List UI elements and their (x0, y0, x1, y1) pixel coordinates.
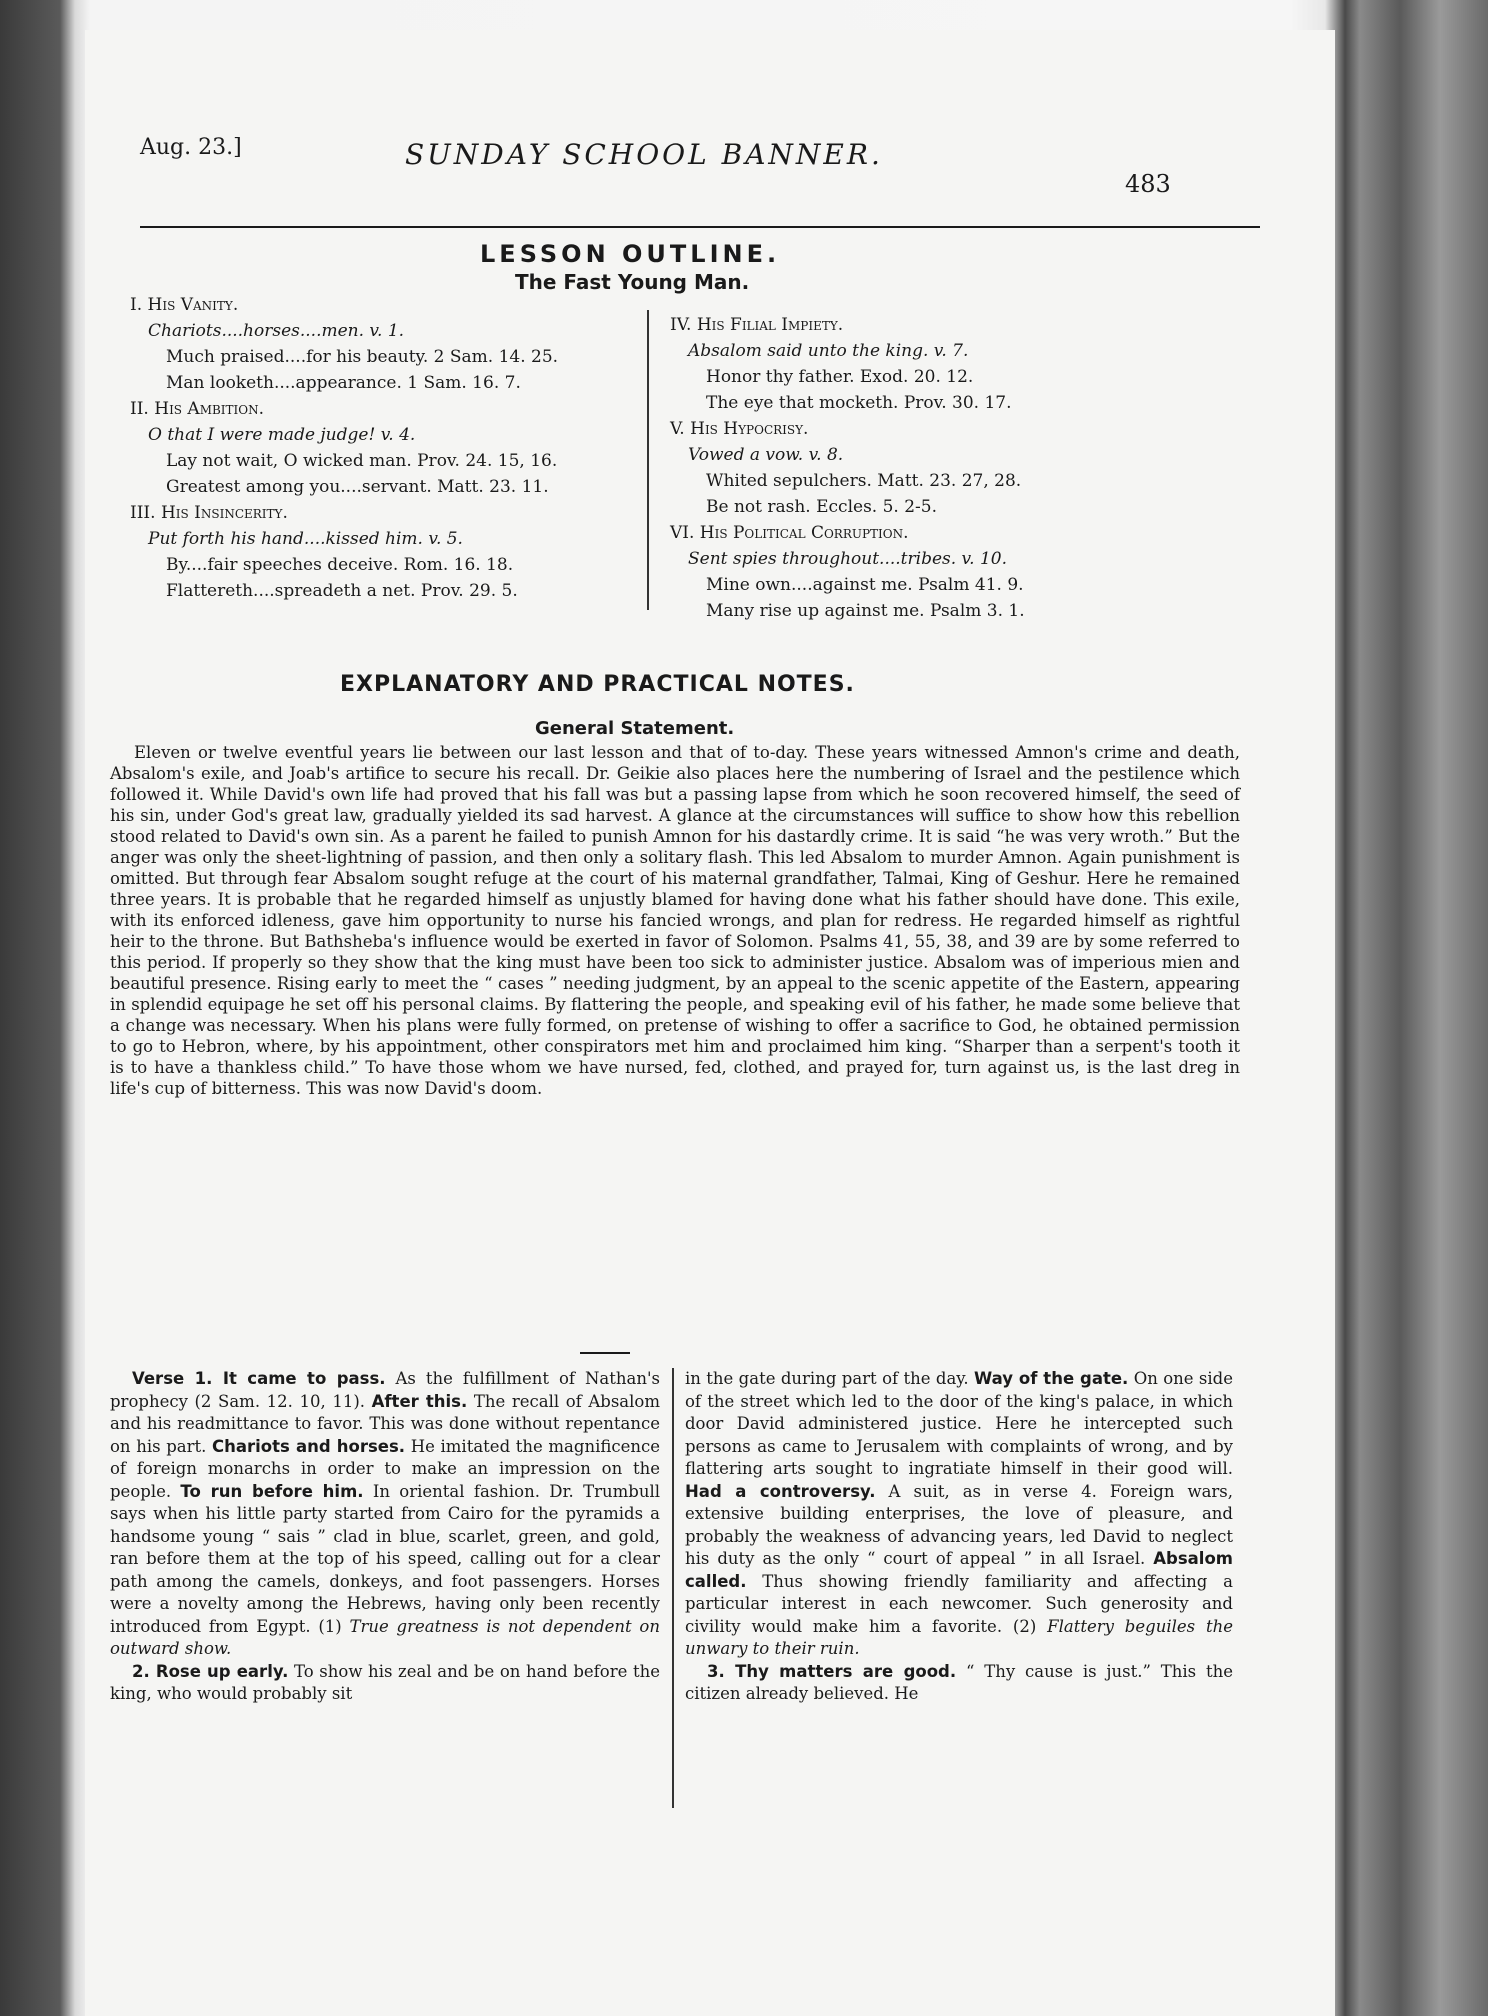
outline-section (130, 500, 690, 604)
verse-text: in the gate during part of the day. (685, 1369, 975, 1388)
lesson-outline-subtitle: The Fast Young Man. (515, 270, 750, 294)
verse-text: “ Thy cause is just.” This the citizen already believed. He (685, 1661, 1233, 1703)
outline-ref: Whited sepulchers. Matt. 23. 27, 28. (706, 471, 1022, 491)
verse-lead: Verse 1. It came to pass. (132, 1369, 386, 1388)
notes-right-column (685, 1368, 1233, 1706)
verse-text: Thus showing friendly familiarity and affecting a particular interest in each newcomer. Such generosity and civility would make him a favorite. (2) (685, 1571, 1233, 1636)
header-date: Aug. 23.] (140, 135, 242, 160)
outline-section (670, 520, 1230, 624)
verse-lead: 2. Rose up early. (132, 1661, 289, 1681)
verse-lead: Had a controversy. (685, 1481, 876, 1501)
lesson-point: Flattery beguiles the unwary to their ruin. (685, 1616, 1233, 1658)
verse-2-paragraph (110, 1661, 660, 1706)
outline-section (130, 292, 690, 396)
header-rule (140, 226, 1260, 228)
outline-text: Put forth his hand....kissed him. v. 5. (148, 529, 463, 549)
outline-ref: Mine own....against me. Psalm 41. 9. (706, 575, 1024, 595)
verse-3-paragraph (685, 1661, 1233, 1706)
notes-left-column (110, 1368, 660, 1706)
verse-lead: 3. Thy matters are good. (707, 1661, 957, 1681)
outline-heading: V. His Hypocrisy. (670, 419, 809, 439)
outline-right-column (670, 312, 1230, 624)
verse-2-continued (685, 1368, 1233, 1661)
verse-text: To show his zeal and be on hand before the king, who would probably sit (110, 1661, 660, 1703)
outline-ref: The eye that mocketh. Prov. 30. 17. (706, 393, 1012, 413)
outline-ref: Lay not wait, O wicked man. Prov. 24. 15, 16. (166, 451, 558, 471)
verse-lead: Chariots and horses. (211, 1436, 406, 1456)
outline-section (670, 416, 1230, 520)
verse-lead: To run before him. (180, 1481, 364, 1501)
verse-lead: Absalom called. (685, 1549, 1233, 1591)
outline-ref: Flattereth....spreadeth a net. Prov. 29. 5. (166, 581, 518, 601)
outline-section (130, 396, 690, 500)
outline-heading: IV. His Filial Impiety. (670, 315, 844, 335)
page-number: 483 (1125, 170, 1171, 198)
general-statement-text: Eleven or twelve eventful years lie between our last lesson and that of to-day. These years witnessed Amnon's crime and death, Absalom's exile, and Joab's artifice to secure his recall. Dr. Geikie also places here the numbering of Israel and the pestilence which followed it. While David's own life had proved that his fall was but a passing lapse from which he soon recovered himself, the seed of his sin, under God's great law, gradually yielded its sad harvest. A glance at the circumstances will suffice to show how this rebellion stood related to David's own sin. As a parent he failed to punish Amnon for his dastardly crime. It is said “he was very wroth.” But the anger was only the sheet-lightning of passion, and then only a solitary flash. This led Absalom to murder Amnon. Again punishment is omitted. But through fear Absalom sought refuge at the court of his maternal grandfather, Talmai, King of Geshur. Here he remained three years. It is probable that he regarded himself as unjustly blamed for having done what his father should have done. This exile, with its enforced idleness, gave him opportunity to nurse his fancied wrongs, and plan for redress. He regarded himself as rightful heir to the throne. But Bathsheba's influence would be exerted in favor of Solomon. Psalms 41, 55, 38, and 39 are by some referred to this period. If properly so they show that the king must have been too sick to administer justice. Absalom was of imperious mien and beautiful presence. Rising early to meet the “ cases ” needing judgment, by an appeal to the scenic appetite of the Eastern, appearing in splendid equipage he set off his personal claims. By flattering the people, and speaking evil of his father, he made some believe that a change was necessary. When his plans were fully formed, on pretense of wishing to offer a sacrifice to God, he obtained permission to go to Hebron, where, by his appointment, other conspirators met him and proclaimed him king. “Sharper than a serpent's tooth it is to have a thankless child.” To have those whom we have nursed, fed, clothed, and prayed for, turn against us, is the last dreg in life's cup of bitterness. This was now David's doom. (110, 743, 1240, 1098)
verse-text: A suit, as in verse 4. Foreign wars, extensive building enterprises, the love of pleasure, and probably the weakness of advancing years, led David to neglect his duty as the only “ court of appeal ” in all Israel. (685, 1481, 1234, 1568)
verse-lead: After this. (371, 1391, 468, 1411)
outline-heading: I. His Vanity. (130, 295, 239, 315)
outline-ref: Greatest among you....servant. Matt. 23. 11. (166, 477, 549, 497)
lesson-point: True greatness is not dependent on outward show. (110, 1616, 660, 1658)
outline-ref: Be not rash. Eccles. 5. 2-5. (706, 497, 938, 517)
verse-1-paragraph (110, 1368, 660, 1661)
verse-text: On one side of the street which led to the door of the king's palace, in which door David administered justice. Here he intercepted such persons as came to Jerusalem with complaints of wrong, and by flattering arts sought to ingratiate himself in their good will. (685, 1369, 1233, 1478)
header-title: SUNDAY SCHOOL BANNER. (405, 138, 883, 171)
outline-ref: Much praised....for his beauty. 2 Sam. 14. 25. (166, 347, 559, 367)
outline-text: Sent spies throughout....tribes. v. 10. (688, 549, 1007, 569)
column-divider (672, 1368, 674, 1808)
outline-ref: Many rise up against me. Psalm 3. 1. (706, 601, 1025, 621)
verse-text: He imitated the magnificence of foreign monarchs in order to make an impression on the people. (110, 1436, 661, 1501)
outline-heading: II. His Ambition. (130, 399, 265, 419)
outline-heading: III. His Insincerity. (130, 503, 288, 523)
outline-ref: Man looketh....appearance. 1 Sam. 16. 7. (166, 373, 521, 393)
lesson-outline-title: LESSON OUTLINE. (480, 240, 781, 268)
outline-divider (647, 310, 649, 610)
notes-title: EXPLANATORY AND PRACTICAL NOTES. (340, 672, 855, 697)
verse-text: The recall of Absalom and his readmittance to favor. This was done without repentance on his part. (110, 1391, 660, 1456)
verse-lead: Way of the gate. (974, 1369, 1129, 1388)
outline-text: Vowed a vow. v. 8. (688, 445, 844, 465)
outline-ref: By....fair speeches deceive. Rom. 16. 18. (166, 555, 514, 575)
outline-heading: VI. His Political Corruption. (670, 523, 909, 543)
general-statement-title: General Statement. (535, 718, 735, 739)
outline-ref: Honor thy father. Exod. 20. 12. (706, 367, 974, 387)
outline-text: Absalom said unto the king. v. 7. (688, 341, 969, 361)
book-page (85, 30, 1335, 2016)
outline-section (670, 312, 1230, 416)
outline-text: O that I were made judge! v. 4. (148, 425, 416, 445)
verse-text: In oriental fashion. Dr. Trumbull says when his little party started from Cairo for the pyramids a handsome young “ sais ” clad in blue, scarlet, green, and gold, ran before them at the top of his speed, calling out for a clear path among the camels, donkeys, and foot passengers. Horses were a novelty among the Hebrews, having only been recently introduced from Egypt. (1) (110, 1481, 661, 1636)
verse-text: As the fulfillment of Nathan's prophecy (2 Sam. 12. 10, 11). (110, 1369, 660, 1411)
section-rule (580, 1352, 630, 1354)
outline-text: Chariots....horses....men. v. 1. (148, 321, 405, 341)
outline-left-column (130, 292, 690, 604)
